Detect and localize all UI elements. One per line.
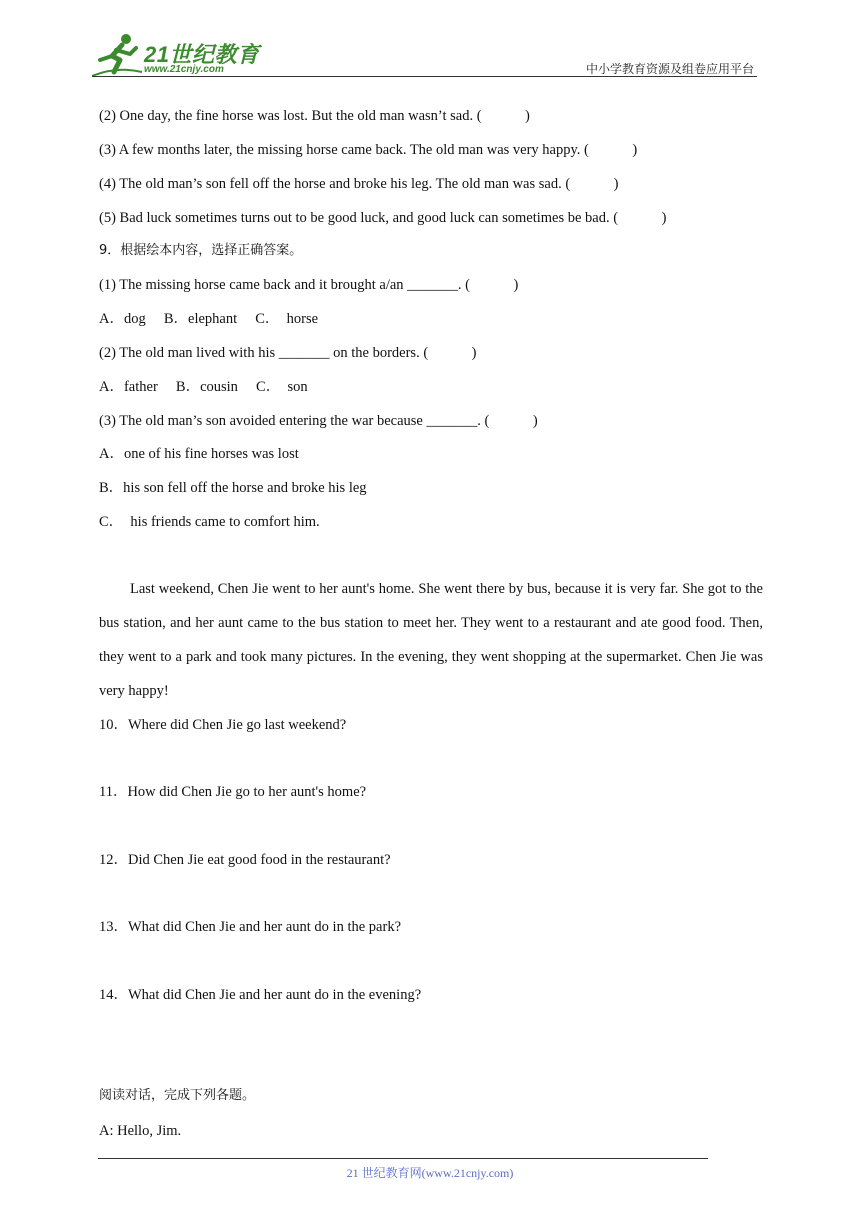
footer-divider — [98, 1158, 708, 1159]
question-13: 13．What did Chen Jie and her aunt do in the park? — [99, 919, 402, 935]
running-man-icon — [92, 32, 142, 78]
question-10: 10．Where did Chen Jie go last weekend? — [99, 717, 347, 733]
page-footer[interactable]: 21 世纪教育网(www.21cnjy.com) — [346, 1166, 514, 1180]
page-header — [0, 0, 860, 80]
dialogue-line: A: Hello, Jim. — [99, 1123, 182, 1139]
judge-item-2: (2) One day, the fine horse was lost. But the old man wasn’t sad. ( ) — [99, 108, 530, 124]
question-9-2: (2) The old man lived with his _______ on the borders. ( ) — [99, 345, 477, 361]
question-9-3-option-b: B．his son fell off the horse and broke his leg — [99, 480, 367, 496]
header-divider — [92, 76, 757, 77]
question-9-3-option-a: A．one of his fine horses was lost — [99, 446, 299, 462]
question-9-1: (1) The missing horse came back and it brought a/an _______. ( ) — [99, 277, 519, 293]
question-14: 14．What did Chen Jie and her aunt do in the evening? — [99, 987, 422, 1003]
judge-item-4: (4) The old man’s son fell off the horse and broke his leg. The old man was sad. ( ) — [99, 176, 619, 192]
logo-url: www.21cnjy.com — [144, 64, 224, 75]
question-9-2-options: A．father B．cousin C． son — [99, 379, 308, 395]
logo-text: 21世纪教育 — [144, 42, 260, 67]
question-9-3: (3) The old man’s son avoided entering the war because _______. ( ) — [99, 413, 538, 429]
site-logo[interactable] — [92, 30, 262, 80]
judge-item-5: (5) Bad luck sometimes turns out to be good luck, and good luck can sometimes be bad. ( ) — [99, 210, 667, 226]
judge-item-3: (3) A few months later, the missing horse came back. The old man was very happy. ( ) — [99, 142, 638, 158]
dialogue-intro: 阅读对话，完成下列各题。 — [99, 1088, 256, 1103]
question-12: 12．Did Chen Jie eat good food in the restaurant? — [99, 852, 391, 868]
question-9-title: 9．根据绘本内容，选择正确答案。 — [99, 243, 303, 258]
question-11: 11．How did Chen Jie go to her aunt's home? — [99, 784, 367, 800]
platform-title: 中小学教育资源及组卷应用平台 — [585, 62, 754, 76]
question-9-3-option-c: C． his friends came to comfort him. — [99, 514, 320, 530]
question-9-1-options: A．dog B．elephant C． horse — [99, 311, 319, 327]
reading-passage: Last weekend, Chen Jie went to her aunt's home. She went there by bus, because it is very far. She got to the bus station, and her aunt came to the bus station to meet her. They went to a restaurant and ate good food. Then, they went to a park and took many pictures. In the evening, they went shopping at the supermarket. Chen Jie was very happy! — [99, 581, 763, 699]
